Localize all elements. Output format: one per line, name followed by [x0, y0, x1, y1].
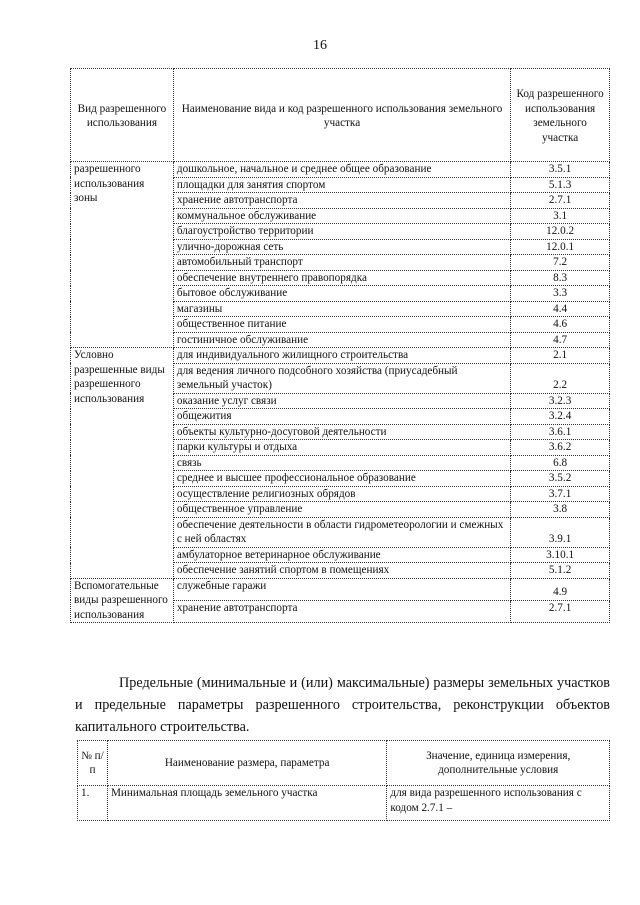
use-code: 3.7.1 — [511, 486, 610, 502]
use-code: 4.4 — [511, 301, 610, 317]
permitted-use-table — [70, 68, 610, 623]
use-code: 2.7.1 — [511, 600, 610, 622]
use-code: 3.10.1 — [511, 547, 610, 563]
parameters-table — [77, 740, 610, 821]
use-code: 2.1 — [511, 348, 610, 364]
parameter-value: для вида разрешенного использования с кодом 2.7.1 – — [387, 786, 610, 821]
use-code: 3.6.1 — [511, 424, 610, 440]
use-name: гостиничное обслуживание — [173, 332, 510, 348]
use-code: 6.8 — [511, 455, 610, 471]
use-name: общественное питание — [173, 317, 510, 333]
use-code: 4.7 — [511, 332, 610, 348]
header-parameter-value: Значение, единица измерения, дополнительные условия — [387, 741, 610, 786]
header-use-code: Код разрешенного использования земельного участка — [511, 69, 610, 162]
use-name: для индивидуального жилищного строительства — [173, 348, 510, 364]
use-name: осуществление религиозных обрядов — [173, 486, 510, 502]
header-parameter-name: Наименование размера, параметра — [107, 741, 386, 786]
use-name: общежития — [173, 409, 510, 425]
use-name: служебные гаражи — [173, 578, 510, 600]
permitted-use-table-body — [71, 162, 610, 623]
use-code: 4.9 — [511, 578, 610, 600]
use-name: общественное управление — [173, 502, 510, 518]
use-name: хранение автотранспорта — [173, 193, 510, 209]
table-header-row — [78, 741, 610, 786]
table-row — [71, 348, 610, 364]
parameter-num: 1. — [78, 786, 108, 821]
use-name: площадки для занятия спортом — [173, 177, 510, 193]
use-code: 3.6.2 — [511, 440, 610, 456]
use-name: обеспечение внутреннего правопорядка — [173, 270, 510, 286]
table-header-row — [71, 69, 610, 162]
use-code: 3.9.1 — [511, 517, 610, 547]
use-name: среднее и высшее профессиональное образование — [173, 471, 510, 487]
use-category: Условно разрешенные виды разрешенного использования — [71, 348, 174, 579]
table-row — [71, 578, 610, 600]
use-code: 3.1 — [511, 208, 610, 224]
use-code: 7.2 — [511, 255, 610, 271]
use-code: 5.1.3 — [511, 177, 610, 193]
use-code: 3.3 — [511, 286, 610, 302]
parameter-name: Минимальная площадь земельного участка — [107, 786, 386, 821]
use-code: 8.3 — [511, 270, 610, 286]
use-name: магазины — [173, 301, 510, 317]
use-name: связь — [173, 455, 510, 471]
limits-paragraph: Предельные (минимальные и (или) максимальные) размеры земельных участков и предельные параметры разрешенного строительства, реконструкции объектов капитального строительства. — [75, 675, 610, 735]
use-name: дошкольное, начальное и среднее общее образование — [173, 162, 510, 178]
use-category: Вспомогательные виды разрешенного использования — [71, 578, 174, 623]
use-code: 12.0.2 — [511, 224, 610, 240]
use-name: оказание услуг связи — [173, 393, 510, 409]
use-name: амбулаторное ветеринарное обслуживание — [173, 547, 510, 563]
use-name: бытовое обслуживание — [173, 286, 510, 302]
table-row — [78, 786, 610, 821]
use-name: для ведения личного подсобного хозяйства (приусадебный земельный участок) — [173, 363, 510, 393]
use-code: 12.0.1 — [511, 239, 610, 255]
table-row — [71, 162, 610, 178]
header-use-type: Вид разрешенного использования — [71, 69, 174, 162]
use-name: хранение автотранспорта — [173, 600, 510, 622]
use-code: 2.2 — [511, 363, 610, 393]
header-use-name: Наименование вида и код разрешенного использования земельного участка — [173, 69, 510, 162]
use-name: автомобильный транспорт — [173, 255, 510, 271]
use-code: 3.2.3 — [511, 393, 610, 409]
parameters-table-body — [78, 786, 610, 821]
use-category: разрешенного использования зоны — [71, 162, 174, 348]
use-name: обеспечение занятий спортом в помещениях — [173, 563, 510, 579]
use-name: парки культуры и отдыха — [173, 440, 510, 456]
use-code: 5.1.2 — [511, 563, 610, 579]
use-code: 4.6 — [511, 317, 610, 333]
header-number: № п/п — [78, 741, 108, 786]
use-code: 3.8 — [511, 502, 610, 518]
use-name: улично-дорожная сеть — [173, 239, 510, 255]
page-number: 16 — [313, 38, 327, 53]
use-code: 3.2.4 — [511, 409, 610, 425]
use-code: 3.5.1 — [511, 162, 610, 178]
use-name: обеспечение деятельности в области гидрометеорологии и смежных с ней областях — [173, 517, 510, 547]
use-name: объекты культурно-досуговой деятельности — [173, 424, 510, 440]
use-name: благоустройство территории — [173, 224, 510, 240]
use-code: 2.7.1 — [511, 193, 610, 209]
use-code: 3.5.2 — [511, 471, 610, 487]
use-name: коммунальное обслуживание — [173, 208, 510, 224]
